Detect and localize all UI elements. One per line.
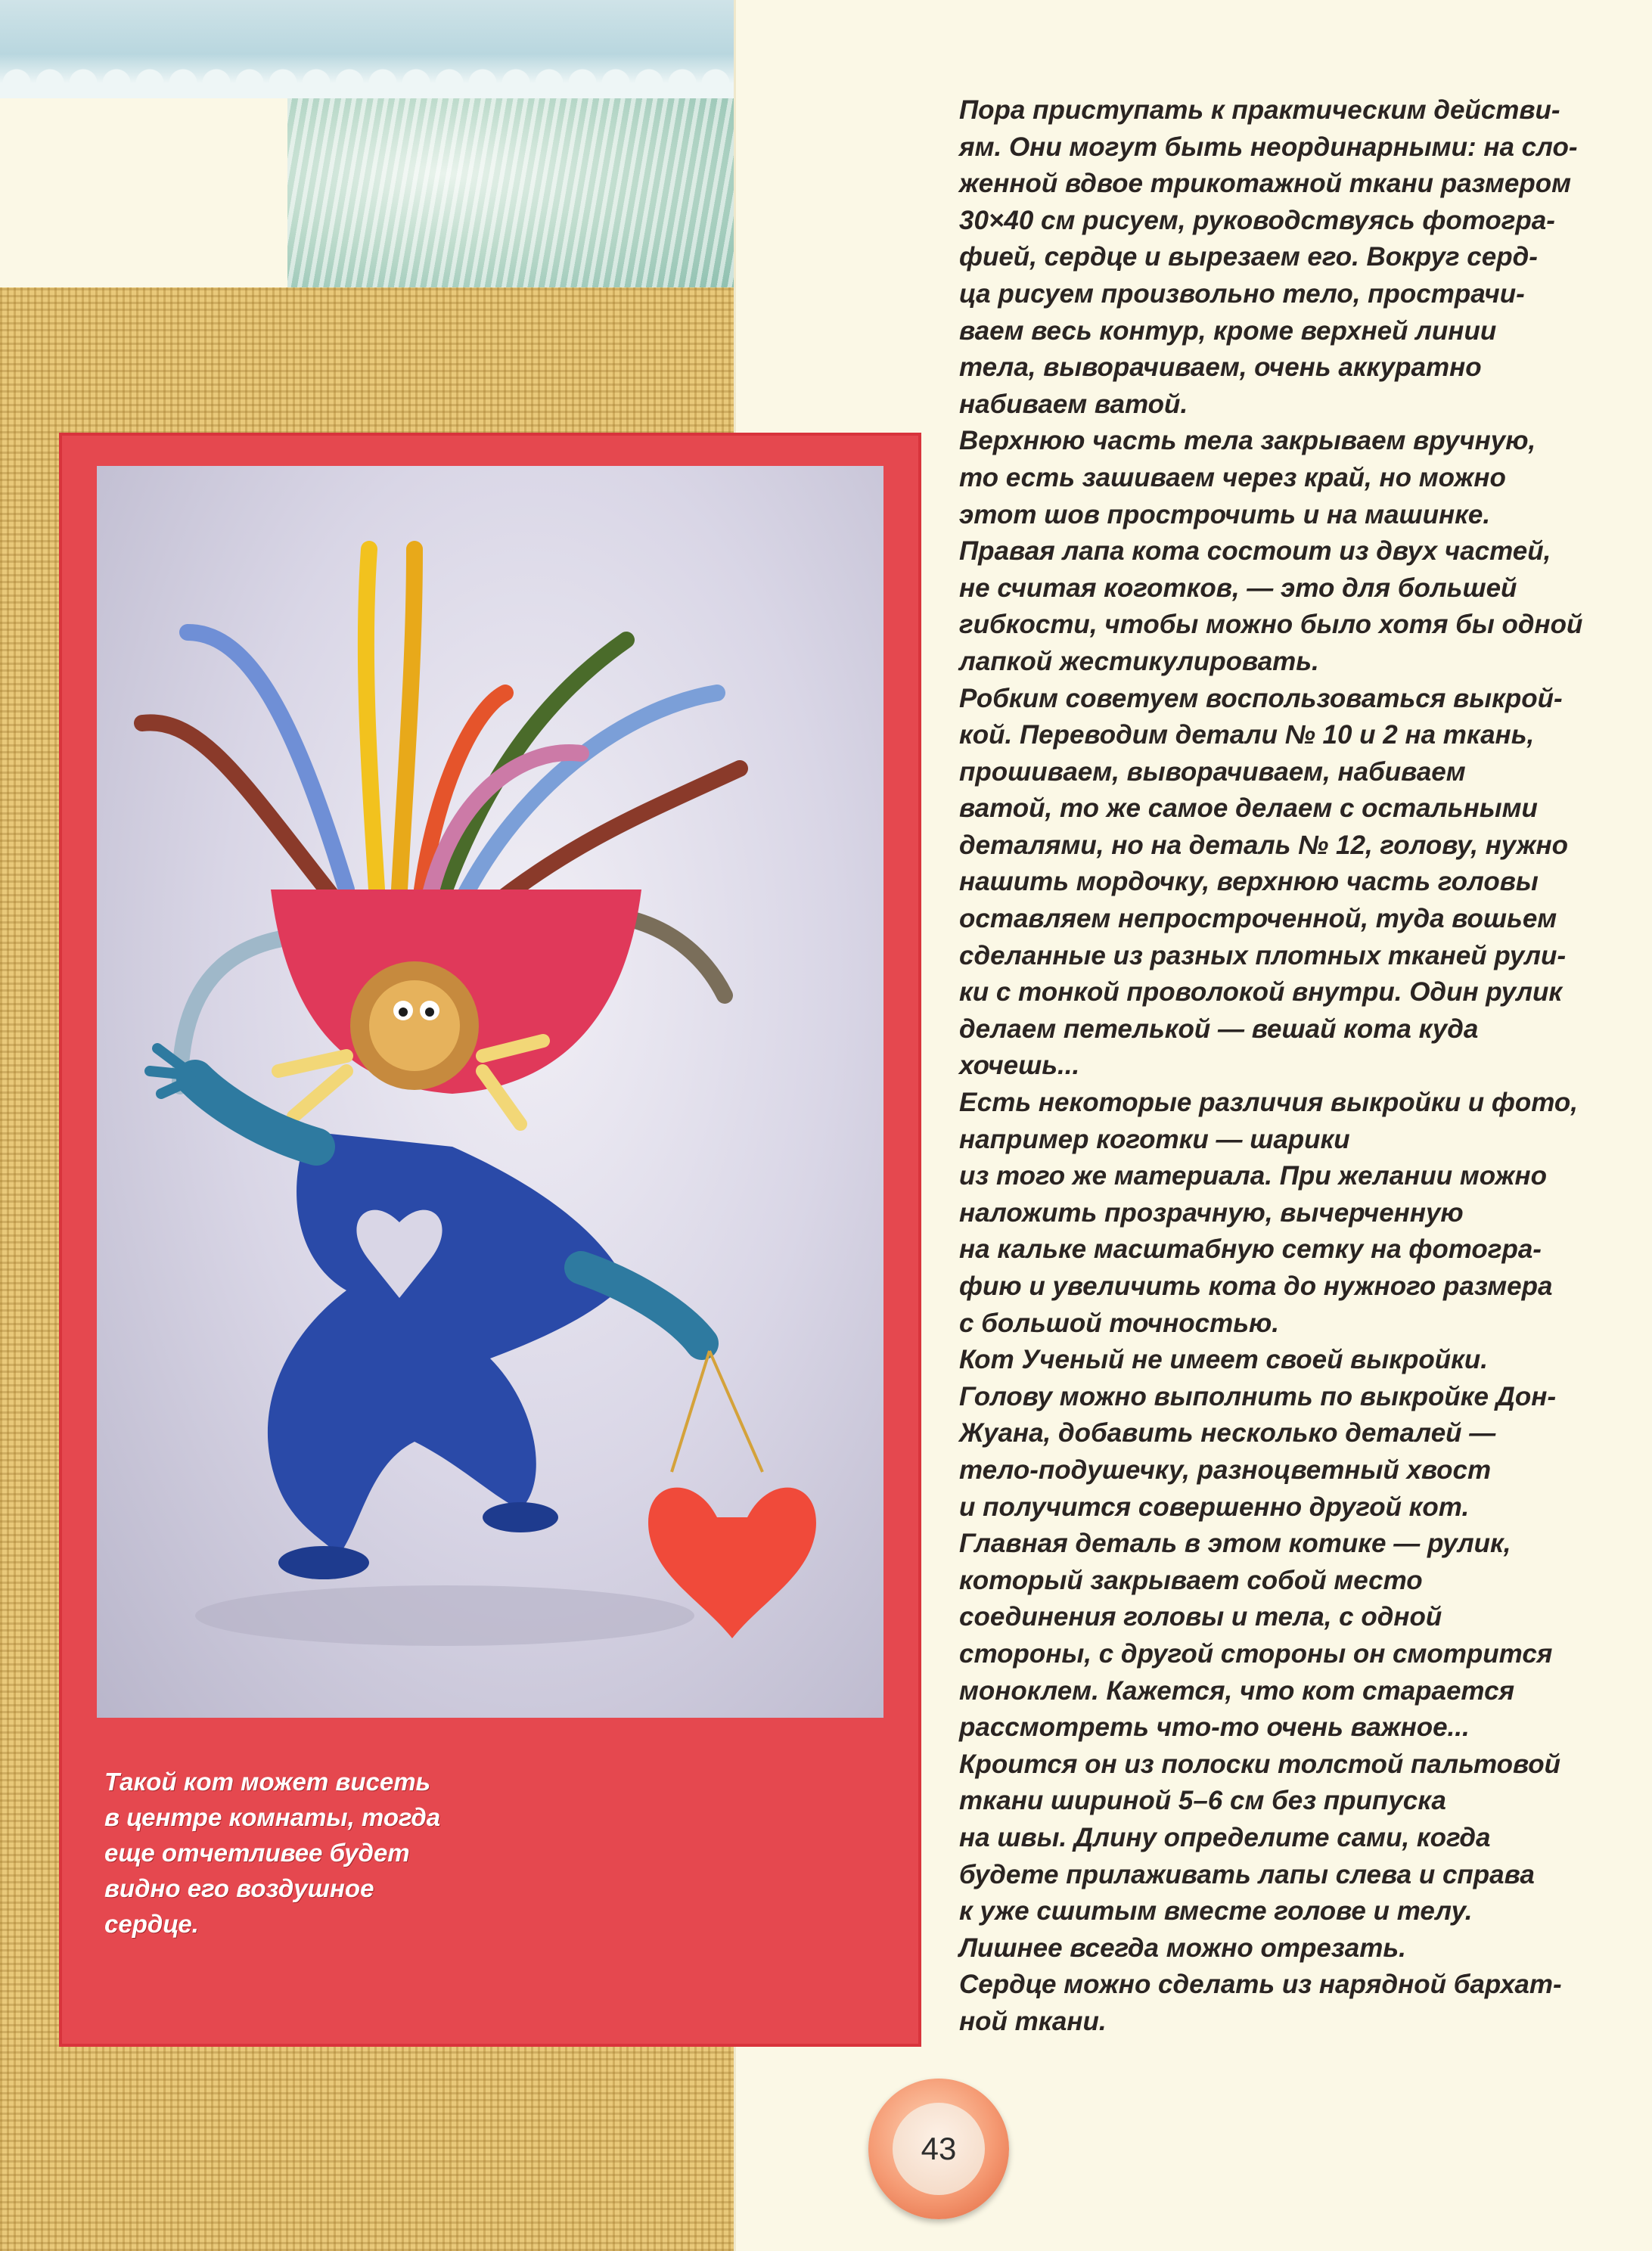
article-paragraph: Сердце можно сделать из нарядной бархат- ной ткани. [959,1970,1562,2036]
article-paragraph: Робким советуем воспользоваться выкрой- кой. Переводим детали № 10 и 2 на ткань, прошиваем, выворачиваем, набиваем ватой, то же самое делаем с остальными деталями, но на деталь № 12, голову, нужно нашить мордочку, верхнюю часть головы оставляем непростроченной, туда вошьем сделанные из разных плотных тканей рули- ки с тонкой проволокой внутри. Один рулик делаем петелькой — вешай кота куда хочешь... [959,683,1568,1081]
photo-frame [59,433,921,2047]
article-paragraph: Пора приступать к практическим действи- ям. Они могут быть неординарными: на сло- женной вдвое трикотажной ткани размером 30×40 см рисуем, руководствуясь фотогра- фией, сердце и вырезаем его. Вокруг серд- ца рисуем произвольно тело, прострачи- ваем весь контур, кроме верхней линии тела, выворачиваем, очень аккуратно набиваем ватой. [959,95,1578,419]
article-paragraph: Кот Ученый не имеет своей выкройки. Голову можно выполнить по выкройке Дон- Жуана, добавить несколько деталей — тело-подушечку, разноцветный хвост и получится совершенно другой кот. [959,1345,1557,1522]
article-paragraph: Есть некоторые различия выкройки и фото, например коготки — шарики из того же материала. При желании можно наложить прозрачную, вычерченную на кальке масштабную сетку на фотогра- фию и увеличить кота до нужного размера с большой точностью. [959,1088,1579,1338]
cat-toy-photo [97,466,883,1718]
article-paragraph: Главная деталь в этом котике — рулик, который закрывает собой место соединения головы и тела, с одной стороны, с другой стороны он смотрится моноклем. Кажется, что кот старается рассмотреть что-то очень важное... [959,1529,1553,1743]
page-number-badge [868,2079,1009,2219]
top-fringe-decoration [0,0,734,98]
article-paragraph: Правая лапа кота состоит из двух частей, не считая коготков, — это для большей гибкости, чтобы можно было хотя бы одной лапкой жестикулировать. [959,536,1583,676]
article-paragraph: Верхнюю часть тела закрываем вручную, то есть зашиваем через край, но можно этот шов прострочить и на машинке. [959,426,1536,529]
page-number: 43 [893,2103,985,2195]
article-text [959,92,1625,2040]
lace-photo-decoration [287,98,734,287]
article-paragraph: Кроится он из полоски толстой пальтовой ткани шириной 5–6 см без припуска на швы. Длину определите сами, когда будете прилаживать лапы слева и справа к уже сшитым вместе голове и телу. Лишнее всегда можно отрезать. [959,1749,1561,1963]
photo-caption: Такой кот может висеть в центре комнаты, тогда еще отчетливее будет видно его воздушное сердце. [104,1768,441,1938]
cat-toy-illustration [97,466,883,1718]
